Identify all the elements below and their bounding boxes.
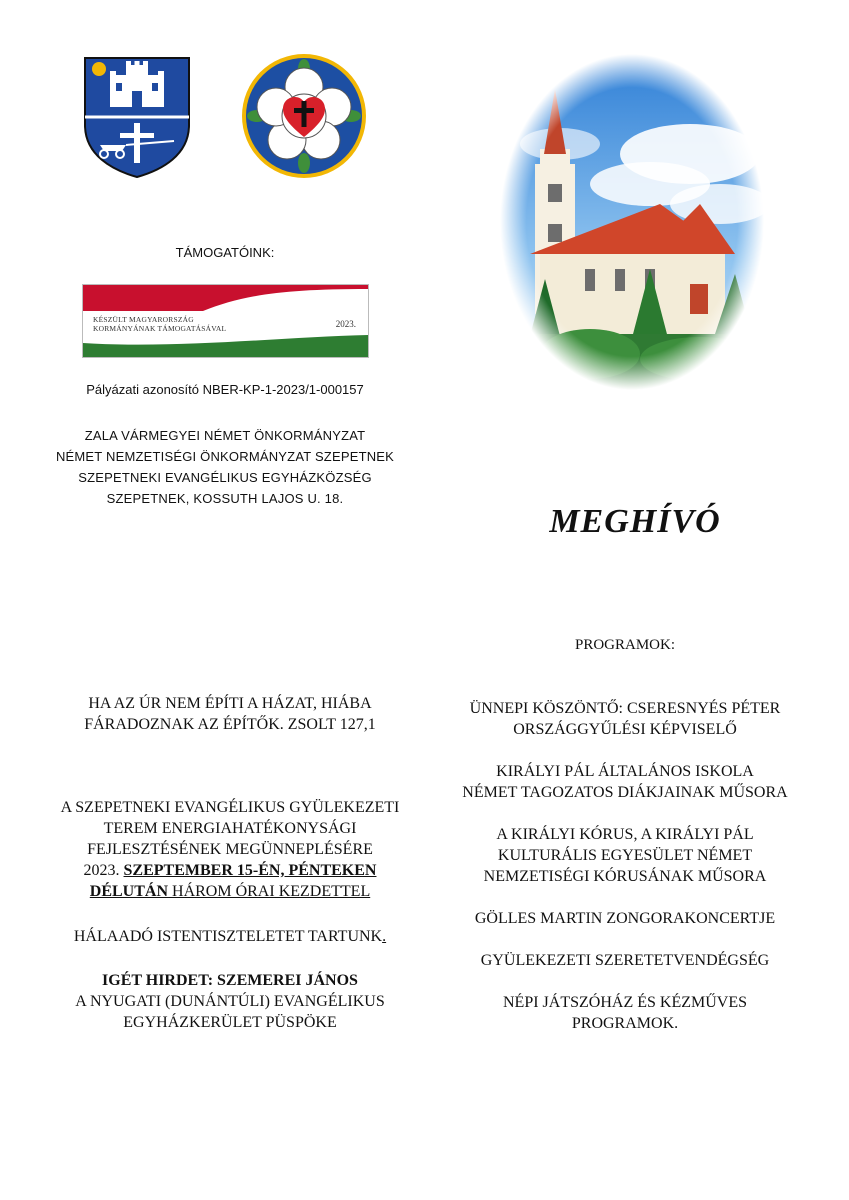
supporters-label: TÁMOGATÓINK: — [175, 245, 275, 260]
program-item-line: ÜNNEPI KÖSZÖNTŐ: CSERESNYÉS PÉTER — [469, 700, 781, 717]
bible-quote — [60, 693, 400, 735]
program-item — [440, 950, 810, 971]
program-item-line: NEMZETISÉGI KÓRUSÁNAK MŰSORA — [483, 868, 767, 885]
program-item-line: KIRÁLYI PÁL ÁLTALÁNOS ISKOLA — [496, 763, 754, 780]
event-announcement — [40, 797, 420, 902]
thanksgiving-service — [40, 928, 420, 946]
event-afternoon: DÉLUTÁN — [89, 883, 169, 900]
banner-text-line-1: KÉSZÜLT MAGYARORSZÁG — [93, 315, 194, 324]
preacher-name: IGÉT HIRDET: SZEMEREI JÁNOS — [102, 972, 358, 989]
announcement-line: TEREM ENERGIAHATÉKONYSÁGI — [103, 820, 357, 837]
program-item-line: NÉMET TAGOZATOS DIÁKJAINAK MŰSORA — [462, 784, 788, 801]
programs-list — [440, 698, 810, 1055]
preacher-title: EGYHÁZKERÜLET PÜSPÖKE — [123, 1014, 337, 1031]
preacher-block — [30, 970, 430, 1033]
preacher-title: A NYUGATI (DUNÁNTÚLI) EVANGÉLIKUS — [75, 993, 385, 1010]
event-time: HÁROM ÓRAI KEZDETTEL — [168, 883, 371, 900]
program-item-line: A KIRÁLYI KÓRUS, A KIRÁLYI PÁL — [496, 826, 754, 843]
event-date: SZEPTEMBER 15-ÉN, PÉNTEKEN — [123, 862, 377, 879]
program-item-line: NÉPI JÁTSZÓHÁZ ÉS KÉZMŰVES — [503, 994, 747, 1011]
organizer-address: SZEPETNEK, KOSSUTH LAJOS U. 18. — [106, 491, 344, 506]
organizer-line: SZEPETNEKI EVANGÉLIKUS EGYHÁZKÖZSÉG — [78, 470, 372, 485]
thanksgiving-punct: . — [382, 928, 387, 945]
quote-line: HA AZ ÚR NEM ÉPÍTI A HÁZAT, HIÁBA — [88, 695, 372, 712]
banner-text-line-2: KORMÁNYÁNAK TÁMOGATÁSÁVAL — [93, 324, 227, 333]
program-item — [440, 992, 810, 1034]
program-item-line: PROGRAMOK. — [571, 1015, 679, 1032]
flag-green-stripe — [83, 335, 368, 357]
announcement-date-line — [40, 860, 420, 881]
church-photo — [500, 54, 764, 390]
program-item — [440, 908, 810, 929]
thanksgiving-text: HÁLAADÓ ISTENTISZTELETET TARTUNK — [73, 928, 383, 945]
organizer-line: ZALA VÁRMEGYEI NÉMET ÖNKORMÁNYZAT — [84, 428, 366, 443]
luther-rose-emblem — [239, 51, 369, 181]
announcement-line: A SZEPETNEKI EVANGÉLIKUS GYÜLEKEZETI — [60, 799, 400, 816]
program-item-line: GÖLLES MARTIN ZONGORAKONCERTJE — [474, 910, 776, 927]
event-year: 2023. — [83, 862, 124, 879]
banner-year: 2023. — [335, 319, 356, 329]
program-item — [440, 698, 810, 740]
announcement-time-line — [40, 881, 420, 902]
organizer-line: NÉMET NEMZETISÉGI ÖNKORMÁNYZAT SZEPETNEK — [55, 449, 395, 464]
town-coat-of-arms — [82, 55, 192, 180]
invitation-title: MEGHÍVÓ — [549, 503, 721, 540]
program-item-line: KULTURÁLIS EGYESÜLET NÉMET — [497, 847, 753, 864]
organizers-block — [30, 425, 420, 509]
government-support-banner — [82, 284, 369, 358]
program-item-line: GYÜLEKEZETI SZERETETVENDÉGSÉG — [480, 952, 770, 969]
program-item-line: ORSZÁGGYŰLÉSI KÉPVISELŐ — [513, 721, 737, 738]
announcement-line: FEJLESZTÉSÉNEK MEGÜNNEPLÉSÉRE — [87, 841, 373, 858]
tender-id: Pályázati azonosító NBER-KP-1-2023/1-000157 — [86, 382, 364, 397]
program-item — [440, 761, 810, 803]
quote-line: FÁRADOZNAK AZ ÉPÍTŐK. ZSOLT 127,1 — [84, 716, 376, 733]
programs-label: PROGRAMOK: — [574, 637, 676, 653]
flag-red-stripe — [83, 285, 368, 311]
program-item — [440, 824, 810, 887]
